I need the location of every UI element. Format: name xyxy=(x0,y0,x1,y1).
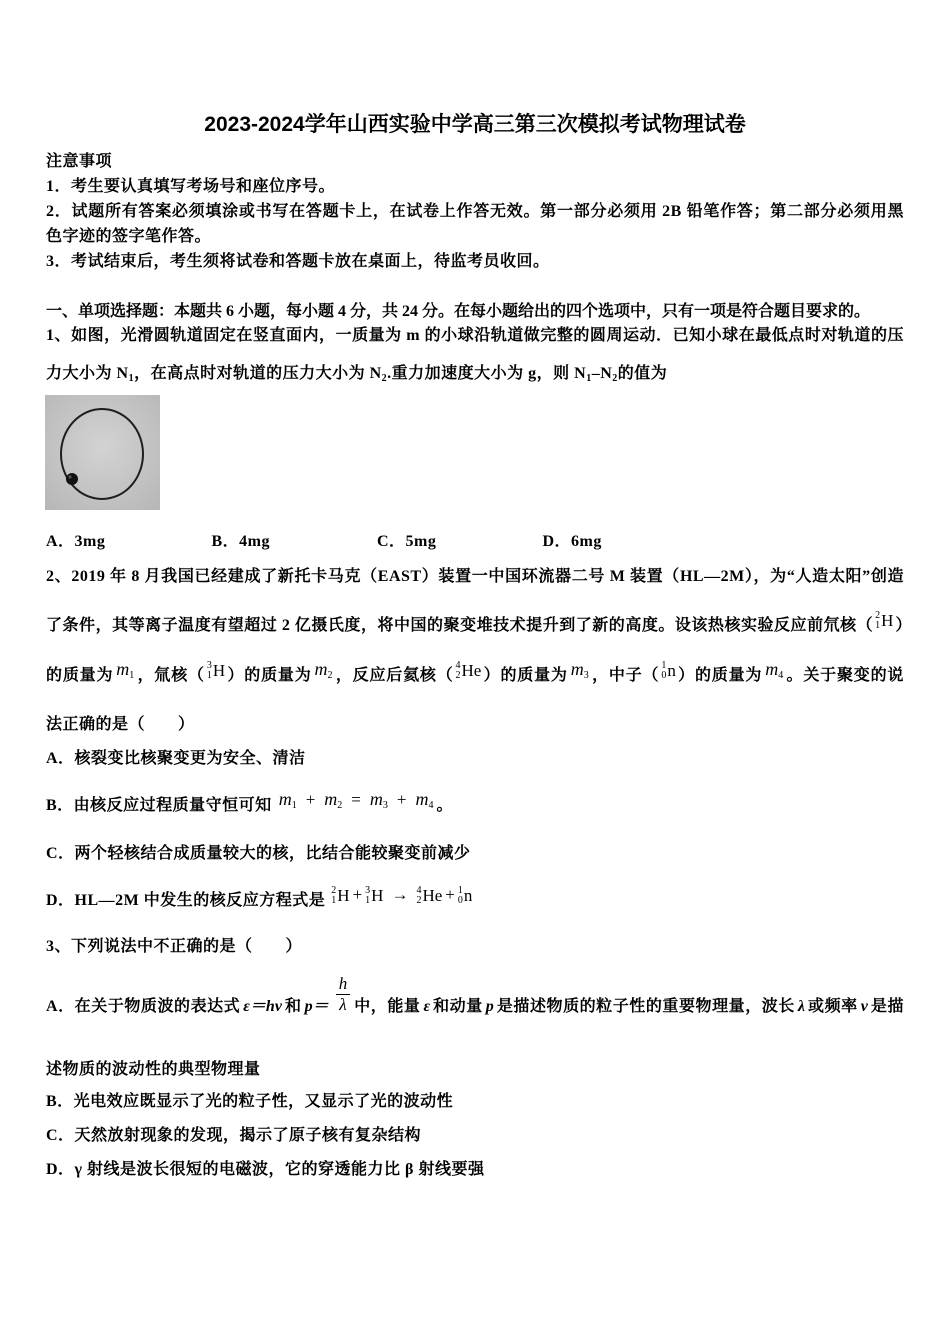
q3-a-text-1: A．在关于物质波的表达式 xyxy=(46,997,241,1015)
mass-m4 xyxy=(765,659,783,679)
nuclide-indices xyxy=(458,886,463,906)
plus-operator: + xyxy=(352,885,363,904)
symbol-epsilon: ε xyxy=(423,997,431,1015)
q1-subscript-2: 2 xyxy=(381,373,388,384)
element-symbol: n xyxy=(463,886,473,906)
fraction-numerator: h xyxy=(336,974,351,995)
neutron-nuclide xyxy=(661,661,676,681)
mass-number: 1 xyxy=(661,659,667,671)
variable-subscript: 2 xyxy=(337,800,343,811)
mass-number: 3 xyxy=(206,659,212,671)
variable-m: m xyxy=(278,789,292,809)
mass-m1 xyxy=(279,789,297,809)
variable-subscript: 1 xyxy=(291,800,297,811)
atomic-number: 1 xyxy=(365,895,371,907)
nuclide-indices xyxy=(416,886,421,906)
q2-option-a: A．核裂变比核聚变更为安全、清洁 xyxy=(46,750,306,767)
q2-option-c: C．两个轻核结合成质量较大的核，比结合能较聚变前减少 xyxy=(46,845,471,862)
variable-m: m xyxy=(765,658,779,679)
q1-option-a: A．3mg xyxy=(46,532,106,550)
q2-text-2: ）的质量为 xyxy=(46,616,904,684)
notice-item-3: 3．考试结束后，考生须将试卷和答题卡放在桌面上，待监考员收回。 xyxy=(46,252,550,270)
neutron-nuclide xyxy=(458,886,473,906)
mass-m2 xyxy=(315,659,333,679)
mass-m1 xyxy=(116,659,134,679)
q3-a-text-5: 是描述物质的粒子性的重要物理量，波长 xyxy=(496,997,795,1015)
q3-a-text-4: 和动量 xyxy=(433,997,483,1015)
symbol-nu: ν xyxy=(860,997,868,1015)
variable-m: m xyxy=(415,789,429,809)
mass-m3 xyxy=(370,789,388,809)
tritium-nuclide xyxy=(365,886,383,906)
fraction-h-over-lambda xyxy=(336,974,351,1015)
q1-option-c: C．5mg xyxy=(377,532,437,550)
variable-subscript: 4 xyxy=(428,800,434,811)
q2-option-b xyxy=(46,789,904,821)
reaction-arrow: → xyxy=(391,885,409,904)
exam-content xyxy=(46,0,904,1185)
q3-a-text-7: 是描述物质的波动性的典型物理量 xyxy=(46,997,904,1078)
deuterium-nuclide xyxy=(331,886,349,906)
equals-operator: = xyxy=(351,790,361,809)
nuclide-indices xyxy=(331,886,336,906)
element-symbol: H xyxy=(371,886,384,906)
element-symbol: H xyxy=(881,610,894,630)
notice-heading: 注意事项 xyxy=(46,152,113,170)
atomic-number: 1 xyxy=(331,895,337,907)
fusion-reaction-equation xyxy=(329,885,474,907)
q2-text-3: ，氚核（ xyxy=(137,666,205,684)
atomic-number: 2 xyxy=(416,895,422,907)
q1-option-d: D．6mg xyxy=(542,532,602,550)
momentum-formula: p＝ xyxy=(304,997,329,1015)
q2-option-b-end: 。 xyxy=(436,797,453,814)
variable-subscript: 4 xyxy=(778,669,784,681)
mass-number: 4 xyxy=(416,885,422,897)
question-1-options xyxy=(46,529,904,554)
atomic-number: 1 xyxy=(875,619,881,631)
variable-m: m xyxy=(314,658,328,679)
plus-operator: + xyxy=(305,790,316,809)
q3-a-text-3: 中，能量 xyxy=(354,997,421,1015)
circular-track-figure xyxy=(45,395,160,510)
q1-subscript-1: 1 xyxy=(128,373,135,384)
q1-text-3: .重力加速度大小为 g，则 N xyxy=(387,365,587,382)
nuclide-indices xyxy=(365,886,370,906)
q1-option-b: B．4mg xyxy=(211,532,271,550)
exam-title: 2023-2024学年山西实验中学高三第三次模拟考试物理试卷 xyxy=(204,113,746,136)
nuclide-indices xyxy=(207,661,212,681)
ball-highlight xyxy=(68,475,71,478)
q2-option-d-text: D．HL—2M 中发生的核反应方程式是 xyxy=(46,892,326,909)
question-2-stem xyxy=(46,552,904,749)
question-1-stem xyxy=(46,317,904,393)
question-3-stem: 3、下列说法中不正确的是（ ） xyxy=(46,938,303,955)
variable-m: m xyxy=(570,658,584,679)
plus-operator: + xyxy=(445,885,455,904)
mass-m3 xyxy=(571,659,589,679)
q2-text-1: 2、2019 年 8 月我国已经建成了新托卡马克（EAST）装置一中国环流器二号 M 装置（HL—2M），为“人造太阳”创造了条件，其等离子温度有望超过 2 亿摄氏度，将中国的聚变堆技术提升到了新的高度。设该热核实验反应前氘核（ xyxy=(46,567,904,634)
variable-subscript: 1 xyxy=(129,669,135,681)
q1-text-1: 1、如图，光滑圆轨道固定在竖直面内，一质量为 m 的小球沿轨道做完整的圆周运动．已知小球在最低点时对轨道的压力大小为 N xyxy=(46,327,904,382)
mass-number: 2 xyxy=(331,885,337,897)
q2-text-8: ）的质量为 xyxy=(677,666,763,684)
mass-m4 xyxy=(415,789,433,809)
nuclide-indices xyxy=(875,611,880,631)
q3-a-text-6: 或频率 xyxy=(807,997,858,1015)
atomic-number: 0 xyxy=(661,669,667,681)
variable-m: m xyxy=(369,789,383,809)
q1-subscript-3: 1 xyxy=(586,373,592,384)
mass-m2 xyxy=(324,789,342,809)
element-symbol: He xyxy=(461,660,482,680)
notice-item-2: 2．试题所有答案必须填涂或书写在答题卡上，在试卷上作答无效。第一部分必须用 2B 铅笔作答；第二部分必须用黑色字迹的签字笔作答。 xyxy=(46,202,904,245)
q2-text-5: ，反应后氦核（ xyxy=(335,666,454,684)
plus-operator: + xyxy=(396,790,407,809)
variable-m: m xyxy=(324,789,338,809)
helium-nuclide xyxy=(416,886,442,906)
circular-track-image xyxy=(45,395,160,510)
nuclide-indices xyxy=(456,661,461,681)
q3-option-d: D．γ 射线是波长很短的电磁波，它的穿透能力比 β 射线要强 xyxy=(46,1161,485,1178)
q2-option-d xyxy=(46,885,904,916)
element-symbol: n xyxy=(667,660,676,680)
q2-option-b-text: B．由核反应过程质量守恒可知 xyxy=(46,797,272,814)
q2-text-6: ）的质量为 xyxy=(483,666,568,684)
q3-a-text-2: 和 xyxy=(284,997,302,1015)
q1-text-2: ，在高点时对轨道的压力大小为 N xyxy=(134,365,382,382)
fraction-denominator: λ xyxy=(339,995,347,1015)
variable-subscript: 3 xyxy=(382,800,388,811)
mass-conservation-equation xyxy=(276,789,437,811)
q1-text-4: –N xyxy=(591,365,613,382)
mass-number: 4 xyxy=(455,659,461,671)
notice-section xyxy=(46,149,904,274)
mass-number: 3 xyxy=(365,885,371,897)
element-symbol: He xyxy=(422,886,443,906)
q1-text-5: 的值为 xyxy=(617,365,668,382)
element-symbol: H xyxy=(337,886,350,906)
variable-subscript: 2 xyxy=(327,669,333,681)
ball xyxy=(66,473,78,485)
mass-number: 2 xyxy=(875,609,881,621)
q1-subscript-4: 2 xyxy=(612,373,618,384)
deuterium-nuclide xyxy=(875,611,893,631)
atomic-number: 1 xyxy=(206,669,212,681)
q3-option-b: B．光电效应既显示了光的粒子性，又显示了光的波动性 xyxy=(46,1093,454,1110)
notice-item-1: 1．考生要认真填写考场号和座位序号。 xyxy=(46,177,336,195)
symbol-lambda: λ xyxy=(797,997,805,1015)
nuclide-indices xyxy=(661,661,666,681)
q2-text-7: ，中子（ xyxy=(591,666,660,684)
q2-text-4: ）的质量为 xyxy=(227,666,312,684)
helium-nuclide xyxy=(456,661,482,681)
atomic-number: 0 xyxy=(457,895,463,907)
q3-option-a xyxy=(46,975,904,1101)
energy-formula: ε＝hν xyxy=(243,997,282,1015)
mass-number: 1 xyxy=(457,885,463,897)
atomic-number: 2 xyxy=(455,669,461,681)
section-1-heading: 一、单项选择题：本题共 6 小题，每小题 4 分，共 24 分。在每小题给出的四个选项中，只有一项是符合题目要求的。 xyxy=(46,302,871,320)
variable-m: m xyxy=(116,658,130,679)
element-symbol: H xyxy=(212,660,226,680)
variable-subscript: 3 xyxy=(583,669,589,681)
q3-option-c: C．天然放射现象的发现，揭示了原子核有复杂结构 xyxy=(46,1127,422,1144)
symbol-p: p xyxy=(485,997,494,1015)
tritium-nuclide xyxy=(207,661,225,681)
q2-text-9: 。关于聚变的说法正确的是（ ） xyxy=(46,666,904,733)
